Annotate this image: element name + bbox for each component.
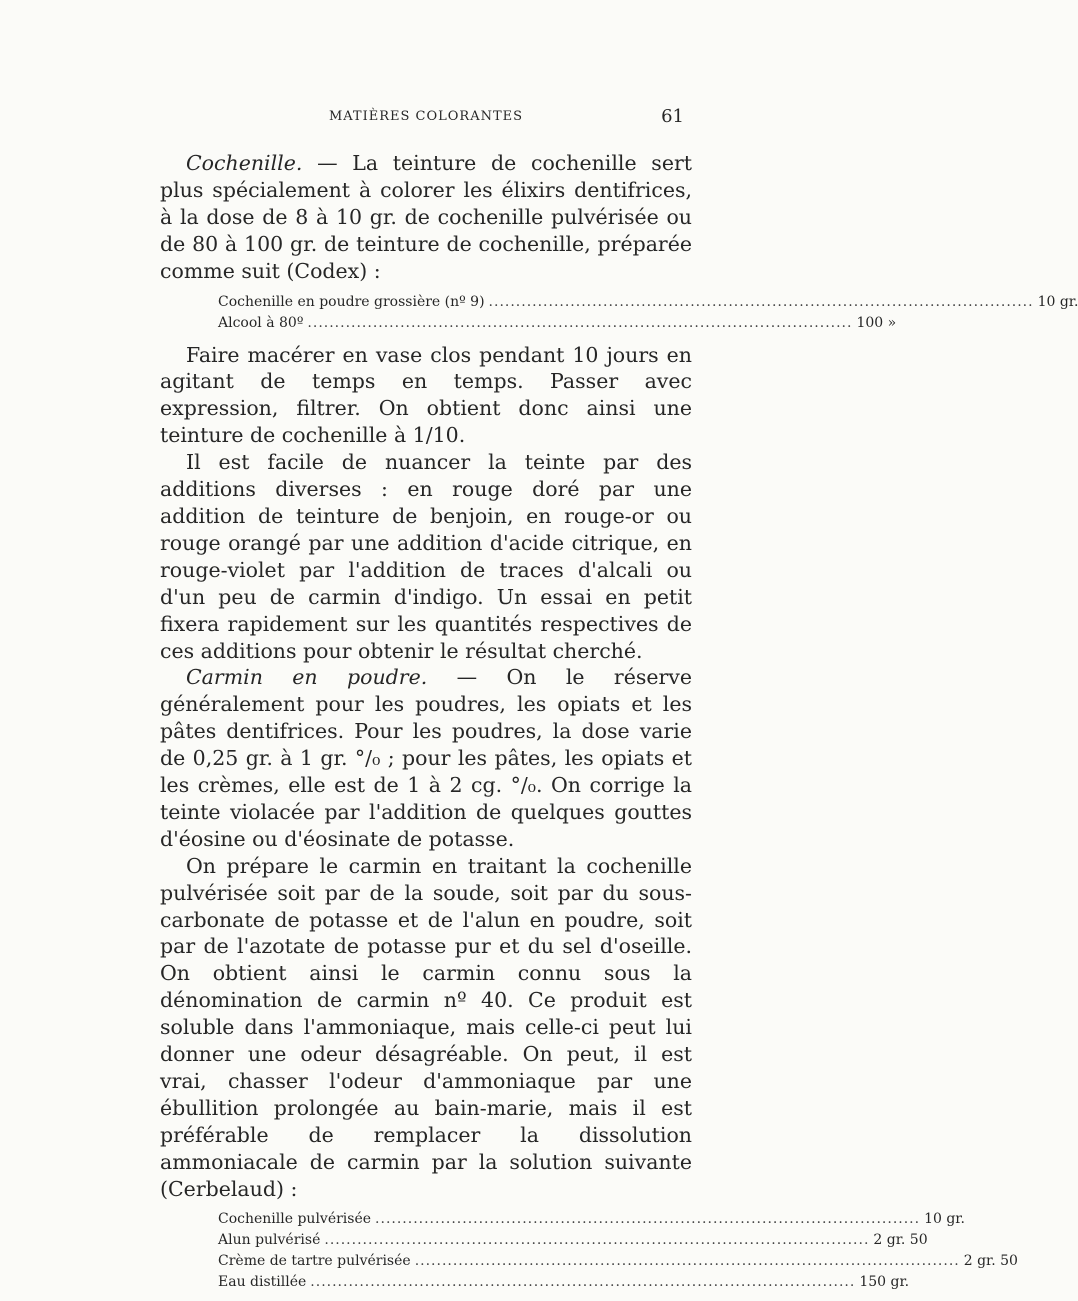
paragraph-text: — La teinture de cochenille sert plus spécialement à colorer les élixirs dentifrices, à la dose de 8 à 10 gr. de cochenille pulvérisée ou de 80 à 100 gr. de teinture de cochenille, préparée comme suit (Codex) : [160, 151, 692, 283]
paragraph-nuances: Il est facile de nuancer la teinte par des additions diverses : en rouge doré par une addition de teinture de benjoin, en rouge-or ou rouge orangé par une addition d'acide citrique, en rouge-violet par l'addition de traces d'alcali ou d'un peu de carmin d'indigo. Un essai en petit fixera rapidement sur les quantités respectives de ces additions pour obtenir le résultat cherché. [160, 450, 692, 663]
recipe-row [218, 1230, 928, 1251]
page-body [160, 150, 1078, 1301]
ingredient-name: Eau distillée [218, 1273, 307, 1290]
recipe-codex [160, 292, 1078, 334]
recipe-row [218, 313, 897, 334]
leader-dots: .................................................................................................... [324, 1231, 870, 1248]
recipe-row [218, 1251, 1018, 1272]
leader-dots: .................................................................................................... [488, 293, 1034, 310]
paragraph-text: — On le réserve généralement pour les poudres, les opiats et les pâtes dentifrices. Pour les poudres, la dose varie de 0,25 gr. à 1 gr. °/₀ ; pour les pâtes, les opiats et les crèmes, elle est de 1 à 2 cg. °/₀. On corrige la teinte violacée par l'addition de quelques gouttes d'éosine ou d'éosinate de potasse. [160, 665, 693, 851]
paragraph-maceration: Faire macérer en vase clos pendant 10 jours en agitant de temps en temps. Passer avec expression, filtrer. On obtient donc ainsi une teinture de cochenille à 1/10. [160, 342, 692, 448]
ingredient-quantity: 10 gr. [924, 1210, 965, 1227]
ingredient-name: Crème de tartre pulvérisée [218, 1252, 411, 1269]
section-lead-cochenille: Cochenille. [186, 151, 303, 175]
ingredient-quantity: 100 » [856, 314, 897, 331]
leader-dots: .................................................................................................... [414, 1252, 960, 1269]
ingredient-quantity: 2 gr. 50 [963, 1252, 1018, 1269]
paragraph-preparation: On prépare le carmin en traitant la cochenille pulvérisée soit par de la soude, soit par du sous-carbonate de potasse et de l'alun en poudre, soit par de l'azotate de potasse pur et du sel d'oseille. On obtient ainsi le carmin connu sous la dénomination de carmin nº 40. Ce produit est soluble dans l'ammoniaque, mais celle-ci peut lui donner une odeur désagréable. On peut, il est vrai, chasser l'odeur d'ammoniaque par une ébullition prolongée au bain-marie, mais il est préférable de remplacer la dissolution ammoniacale de carmin par la solution suivante (Cerbelaud) : [160, 853, 692, 1201]
recipe-row [218, 1209, 965, 1230]
leader-dots: .................................................................................................... [307, 314, 853, 331]
ingredient-quantity: 2 gr. 50 [873, 1231, 928, 1248]
ingredient-name: Cochenille en poudre grossière (nº 9) [218, 293, 485, 310]
recipe-row [218, 292, 1078, 313]
ingredient-name: Alcool à 80º [218, 314, 304, 331]
ingredient-name: Alun pulvérisé [218, 1231, 321, 1248]
page-number: 61 [661, 106, 684, 127]
leader-dots: .................................................................................................... [375, 1210, 921, 1227]
running-head [160, 106, 692, 130]
paragraph-carmin [160, 664, 692, 852]
ingredient-quantity: 10 gr. [1037, 293, 1078, 310]
running-title: MATIÈRES COLORANTES [328, 109, 524, 124]
leader-dots: .................................................................................................... [310, 1273, 856, 1290]
recipe-row [218, 1272, 910, 1293]
ingredient-name: Cochenille pulvérisée [218, 1210, 372, 1227]
recipe-cerbelaud [160, 1209, 1018, 1293]
paragraph-cochenille [160, 150, 692, 285]
ingredient-quantity: 150 gr. [859, 1273, 910, 1290]
section-lead-carmin: Carmin en poudre. [186, 665, 428, 690]
